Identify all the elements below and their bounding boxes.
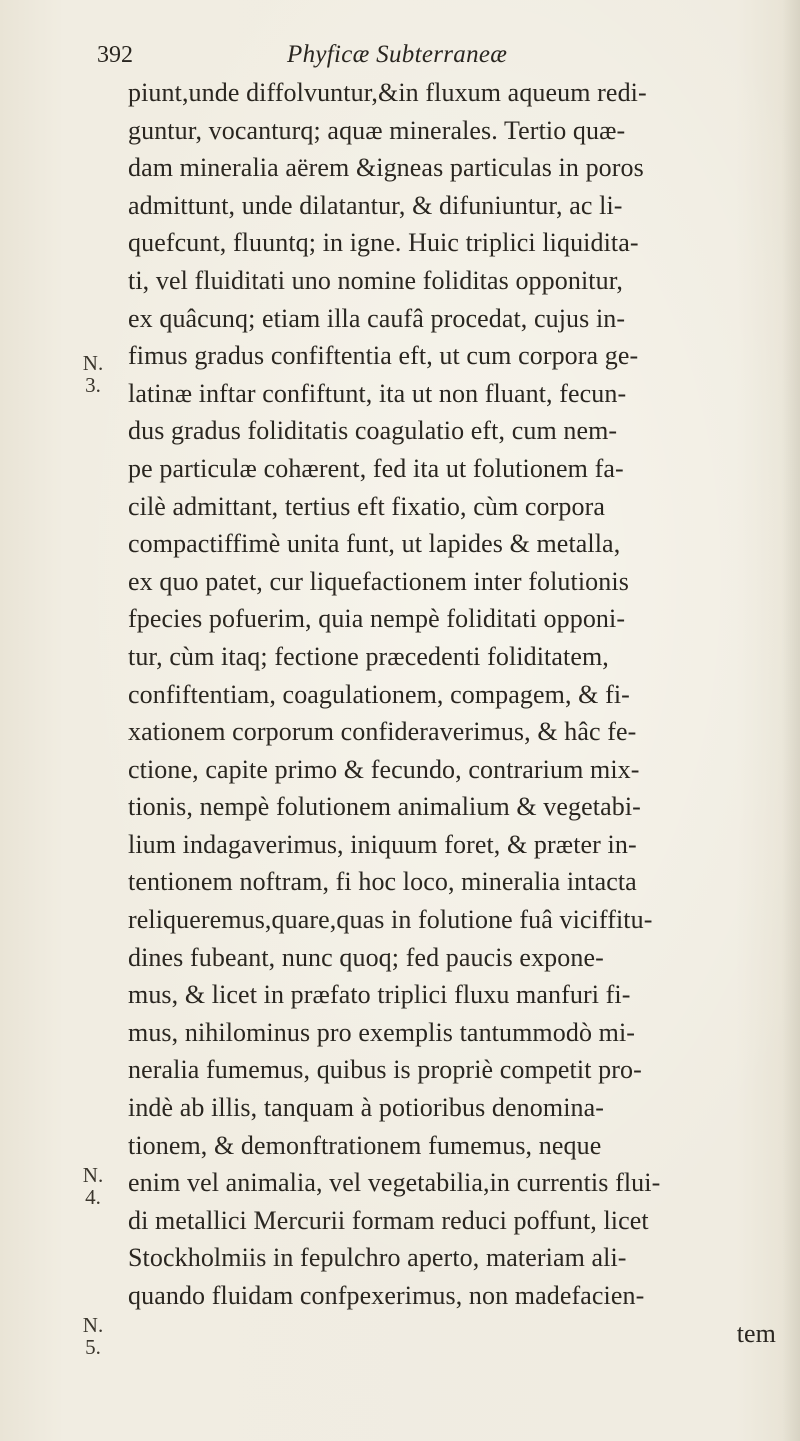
- margin-note-number: 3.: [85, 373, 101, 397]
- margin-note-letter: N.: [82, 351, 104, 375]
- text-line: enim vel animalia, vel vegetabilia,in currentis flui-: [128, 1168, 661, 1198]
- text-line: di metallici Mercurii formam reduci poffunt, licet: [128, 1205, 649, 1235]
- text-line: ctione, capite primo & fecundo, contrarium mix-: [128, 754, 640, 784]
- catchword: tem: [736, 1318, 776, 1348]
- margin-note-n3: [78, 352, 108, 396]
- text-line: fimus gradus confiftentia eft, ut cum corpora ge-: [128, 341, 639, 371]
- text-line: latinæ inftar confiftunt, ita ut non fluant, fecun-: [128, 378, 627, 408]
- text-line: ti, vel fluiditati uno nomine foliditas opponitur,: [128, 265, 624, 295]
- text-line: tur, cùm itaq; fectione præcedenti foliditatem,: [128, 641, 609, 671]
- text-line: xationem corporum confideraverimus, & hâc fe-: [128, 717, 637, 747]
- page-number: 392: [97, 42, 133, 68]
- running-head: [97, 40, 787, 70]
- text-line: reliqueremus,quare,quas in folutione fuâ viciffitu-: [128, 905, 653, 935]
- margin-note-number: 5.: [85, 1335, 101, 1359]
- text-line: tentionem noftram, fi hoc loco, mineralia intacta: [128, 867, 637, 897]
- margin-note-number: 4.: [85, 1185, 101, 1209]
- text-line: mus, & licet in præfato triplici fluxu manfuri fi-: [128, 980, 631, 1010]
- text-line: tionis, nempè folutionem animalium & vegetabi-: [128, 792, 641, 822]
- text-line: tionem, & demonftrationem fumemus, neque: [128, 1130, 602, 1160]
- text-line: fpecies pofuerim, quia nempè foliditati opponi-: [128, 604, 626, 634]
- margin-note-letter: N.: [82, 1163, 104, 1187]
- text-line: indè ab illis, tanquam à potioribus denomina-: [128, 1093, 605, 1123]
- text-line: Stockholmiis in fepulchro aperto, materiam ali-: [128, 1243, 627, 1273]
- text-line: dines fubeant, nunc quoq; fed paucis expone-: [128, 942, 604, 972]
- running-title: Phyficæ Subterraneæ: [287, 41, 508, 68]
- text-line: quefcunt, fluuntq; in igne. Huic triplici liquidita-: [128, 228, 639, 258]
- text-line: admittunt, unde dilatantur, & difuniuntur, ac li-: [128, 190, 623, 220]
- text-line: ex quo patet, cur liquefactionem inter folutionis: [128, 566, 629, 596]
- text-line: ex quâcunq; etiam illa caufâ procedat, cujus in-: [128, 303, 626, 333]
- text-line: quando fluidam confpexerimus, non madefacien-: [128, 1281, 645, 1310]
- text-line: dam mineralia aërem &igneas particulas in poros: [128, 153, 644, 183]
- text-line: dus gradus foliditatis coagulatio eft, cum nem-: [128, 416, 618, 446]
- text-line: pe particulæ cohærent, fed ita ut folutionem fa-: [128, 453, 624, 483]
- text-line: guntur, vocanturq; aquæ minerales. Tertio quæ-: [128, 115, 626, 145]
- text-line: cilè admittant, tertius eft fixatio, cùm corpora: [128, 491, 605, 521]
- margin-note-n4: [78, 1164, 108, 1208]
- text-line: confiftentiam, coagulationem, compagem, & fi-: [128, 679, 630, 709]
- body-text: [128, 74, 798, 1352]
- margin-note-letter: N.: [82, 1313, 104, 1337]
- text-line: piunt,unde diffolvuntur,&in fluxum aqueum redi-: [128, 78, 647, 107]
- text-line: lium indagaverimus, iniquum foret, & præter in-: [128, 829, 637, 859]
- text-line: mus, nihilominus pro exemplis tantummodò mi-: [128, 1017, 636, 1047]
- text-line: compactiffimè unita funt, ut lapides & metalla,: [128, 529, 621, 559]
- text-line: neralia fumemus, quibus is propriè competit pro-: [128, 1055, 642, 1085]
- margin-note-n5: [78, 1314, 108, 1358]
